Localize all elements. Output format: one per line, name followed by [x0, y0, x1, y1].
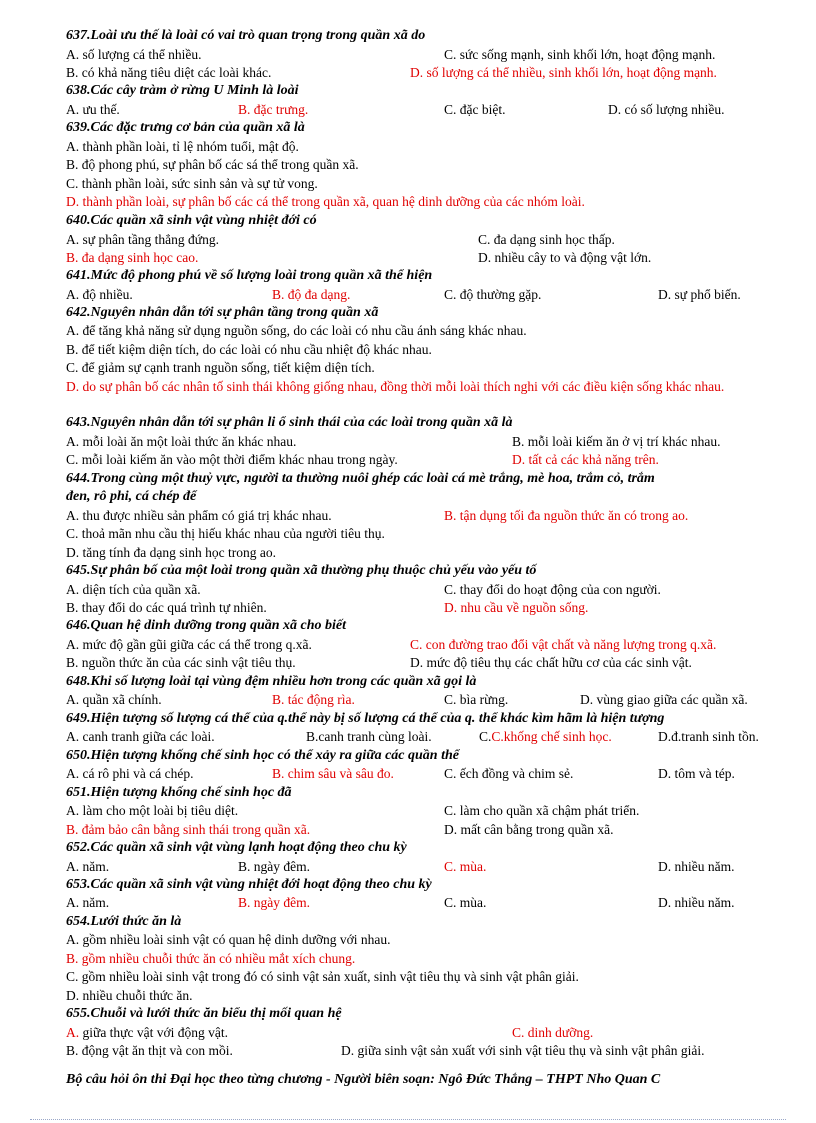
q651-option-a: A. làm cho một loài bị tiêu diệt.	[66, 803, 239, 818]
question-642-title: 642.Nguyên nhân dẫn tới sự phân tầng trong quần xã	[66, 305, 379, 320]
q645-option-d-answer: D. nhu cầu về nguồn sống.	[444, 600, 589, 615]
q649-option-c-text: C.khống chế sinh học.	[491, 729, 612, 744]
q637-option-d-answer: D. số lượng cá thể nhiều, sinh khối lớn, hoạt động mạnh.	[410, 65, 717, 80]
q655-option-a	[66, 1024, 228, 1041]
question-638-title: 638.Các cây tràm ở rừng U Minh là loài	[66, 83, 299, 98]
q640-option-c: C. đa dạng sinh học thấp.	[478, 232, 615, 247]
q650-option-b-answer: B. chim sâu và sâu đo.	[272, 766, 394, 781]
question-640-title: 640.Các quần xã sinh vật vùng nhiệt đới có	[66, 213, 317, 228]
q638-option-c: C. đặc biệt.	[444, 102, 506, 117]
q655-option-d: D. giữa sinh vật sản xuất với sinh vật tiêu thụ và sinh vật phân giải.	[341, 1043, 705, 1058]
q642-option-a: A. để tăng khả năng sử dụng nguồn sống, do các loài có nhu cầu ánh sáng khác nhau.	[66, 323, 527, 338]
question-641-title: 641.Mức độ phong phú về số lượng loài trong quần xã thể hiện	[66, 268, 433, 283]
q650-option-c: C. ếch đồng và chim sẻ.	[444, 766, 574, 781]
question-652-title: 652.Các quần xã sinh vật vùng lạnh hoạt động theo chu kỳ	[66, 840, 407, 855]
question-648-title: 648.Khi số lượng loài tại vùng đệm nhiều hơn trong các quần xã gọi là	[66, 674, 477, 689]
q644-option-b-answer: B. tận dụng tối đa nguồn thức ăn có trong ao.	[444, 508, 689, 523]
q650-option-a: A. cá rô phi và cá chép.	[66, 766, 194, 781]
q643-option-a: A. mỗi loài ăn một loài thức ăn khác nhau.	[66, 434, 297, 449]
question-637-title: 637.Loài ưu thế là loài có vai trò quan trọng trong quần xã do	[66, 28, 426, 43]
q655-option-a-text: giữa thực vật với động vật.	[79, 1025, 228, 1040]
question-639-title: 639.Các đặc trưng cơ bản của quần xã là	[66, 120, 305, 135]
q653-option-d: D. nhiều năm.	[658, 895, 735, 910]
q642-option-c: C. để giảm sự cạnh tranh nguồn sống, tiết kiệm diện tích.	[66, 360, 375, 375]
q651-option-b-answer: B. đảm bảo cân bằng sinh thái trong quần xã.	[66, 822, 311, 837]
q644-option-a: A. thu được nhiều sản phẩm có giá trị khác nhau.	[66, 508, 332, 523]
q642-option-b: B. để tiết kiệm diện tích, do các loài có nhu cầu nhiệt độ khác nhau.	[66, 342, 432, 357]
q646-option-c-answer: C. con đường trao đổi vật chất và năng lượng trong q.xã.	[410, 637, 717, 652]
q649-option-c-answer: C.C.khống chế sinh học.	[479, 729, 612, 744]
question-646-title: 646.Quan hệ dinh dưỡng trong quần xã cho biết	[66, 618, 347, 633]
q655-option-a-letter: A.	[66, 1025, 80, 1040]
q639-option-c: C. thành phần loài, sức sinh sản và sự tử vong.	[66, 176, 318, 191]
q639-option-b: B. độ phong phú, sự phân bố các sá thể trong quần xã.	[66, 157, 359, 172]
question-645-title: 645.Sự phân bố của một loài trong quần xã thường phụ thuộc chủ yếu vào yếu tố	[66, 563, 537, 578]
q646-option-d: D. mức độ tiêu thụ các chất hữu cơ của các sinh vật.	[410, 655, 692, 670]
question-654-title: 654.Lưới thức ăn là	[66, 914, 182, 929]
q652-option-c-answer: C. mùa.	[444, 859, 487, 874]
q638-option-d: D. có số lượng nhiều.	[608, 102, 725, 117]
footer-dotted-divider	[30, 1119, 786, 1120]
q642-option-d-answer: D. do sự phân bố các nhân tố sinh thái không giống nhau, đồng thời mỗi loài thích nghi với các điều kiện sống khác nhau.	[66, 379, 725, 394]
q652-option-d: D. nhiều năm.	[658, 859, 735, 874]
q648-option-d: D. vùng giao giữa các quần xã.	[580, 692, 748, 707]
question-644-title-line2: đen, rô phi, cá chép để	[66, 489, 197, 504]
q638-option-b-answer: B. đặc trưng.	[238, 102, 309, 117]
q648-option-b-answer: B. tác động rìa.	[272, 692, 355, 707]
q646-option-b: B. nguồn thức ăn của các sinh vật tiêu thụ.	[66, 655, 296, 670]
q649-option-a: A. canh tranh giữa các loài.	[66, 729, 215, 744]
q654-option-c: C. gồm nhiều loài sinh vật trong đó có sinh vật sản xuất, sinh vật tiêu thụ và sinh vật phân giải.	[66, 969, 579, 984]
question-651-title: 651.Hiện tượng khống chế sinh học đã	[66, 785, 292, 800]
q641-option-b-answer: B. độ đa dạng.	[272, 287, 351, 302]
q654-option-d: D. nhiều chuỗi thức ăn.	[66, 988, 193, 1003]
q643-option-c: C. mỗi loài kiếm ăn vào một thời điểm khác nhau trong ngày.	[66, 452, 398, 467]
question-655-title: 655.Chuỗi và lưới thức ăn biểu thị mối quan hệ	[66, 1006, 342, 1021]
q653-option-b-answer: B. ngày đêm.	[238, 895, 310, 910]
q649-option-d: D.đ.tranh sinh tồn.	[658, 729, 759, 744]
q648-option-c: C. bìa rừng.	[444, 692, 509, 707]
q637-option-c: C. sức sống mạnh, sinh khối lớn, hoạt động mạnh.	[444, 47, 716, 62]
q639-option-d-answer: D. thành phần loài, sự phân bố các cá thể trong quần xã, quan hệ dinh dưỡng của các nhóm loài.	[66, 194, 585, 209]
q640-option-b-answer: B. đa dạng sinh học cao.	[66, 250, 199, 265]
q652-option-b: B. ngày đêm.	[238, 859, 310, 874]
q654-option-b-answer: B. gồm nhiều chuỗi thức ăn có nhiều mắt xích chung.	[66, 951, 356, 966]
q637-option-b: B. có khả năng tiêu diệt các loài khác.	[66, 65, 272, 80]
q643-option-d-answer: D. tất cả các khả năng trên.	[512, 452, 659, 467]
q637-option-a: A. số lượng cá thể nhiều.	[66, 47, 202, 62]
q644-option-c: C. thoả mãn nhu cầu thị hiếu khác nhau của người tiêu thụ.	[66, 526, 385, 541]
question-644-title-line1: 644.Trong cùng một thuỷ vực, người ta thường nuôi ghép các loài cá mè trắng, mè hoa, trắm cỏ, trắm	[66, 471, 655, 486]
q646-option-a: A. mức độ gần gũi giữa các cá thể trong q.xã.	[66, 637, 312, 652]
q640-option-d: D. nhiều cây to và động vật lớn.	[478, 250, 652, 265]
q645-option-c: C. thay đổi do hoạt động của con người.	[444, 582, 661, 597]
q640-option-a: A. sự phân tầng thẳng đứng.	[66, 232, 219, 247]
question-650-title: 650.Hiện tượng khống chế sinh học có thể xảy ra giữa các quần thể	[66, 748, 459, 763]
q651-option-c: C. làm cho quần xã chậm phát triển.	[444, 803, 640, 818]
q655-option-b: B. động vật ăn thịt và con mồi.	[66, 1043, 233, 1058]
q639-option-a: A. thành phần loài, tỉ lệ nhóm tuổi, mật độ.	[66, 139, 299, 154]
q643-option-b: B. mỗi loài kiếm ăn ở vị trí khác nhau.	[512, 434, 721, 449]
q653-option-a: A. năm.	[66, 895, 110, 910]
q641-option-d: D. sự phổ biến.	[658, 287, 741, 302]
question-653-title: 653.Các quần xã sinh vật vùng nhiệt đới hoạt động theo chu kỳ	[66, 877, 432, 892]
question-643-title: 643.Nguyên nhân dẫn tới sự phân li ổ sinh thái của các loài trong quần xã là	[66, 415, 513, 430]
q653-option-c: C. mùa.	[444, 895, 487, 910]
q654-option-a: A. gồm nhiều loài sinh vật có quan hệ dinh dưỡng với nhau.	[66, 932, 391, 947]
q652-option-a: A. năm.	[66, 859, 110, 874]
q644-option-d: D. tăng tính đa dạng sinh học trong ao.	[66, 545, 276, 560]
q638-option-a: A. ưu thế.	[66, 102, 120, 117]
q649-option-b: B.canh tranh cùng loài.	[306, 729, 432, 744]
q641-option-c: C. độ thường gặp.	[444, 287, 542, 302]
page-footer: Bộ câu hỏi ôn thi Đại học theo từng chương - Người biên soạn: Ngô Đức Thắng – THPT Nho Quan C	[66, 1072, 661, 1087]
q651-option-d: D. mất cân bằng trong quần xã.	[444, 822, 614, 837]
q645-option-b: B. thay đổi do các quá trình tự nhiên.	[66, 600, 267, 615]
q650-option-d: D. tôm và tép.	[658, 766, 735, 781]
question-649-title: 649.Hiện tượng số lượng cá thể của q.thể này bị số lượng cá thể của q. thể khác kìm hãm là hiện tượng	[66, 711, 665, 726]
q645-option-a: A. diện tích của quần xã.	[66, 582, 201, 597]
q655-option-c-answer: C. dinh dưỡng.	[512, 1025, 594, 1040]
q648-option-a: A. quần xã chính.	[66, 692, 162, 707]
q641-option-a: A. độ nhiều.	[66, 287, 133, 302]
